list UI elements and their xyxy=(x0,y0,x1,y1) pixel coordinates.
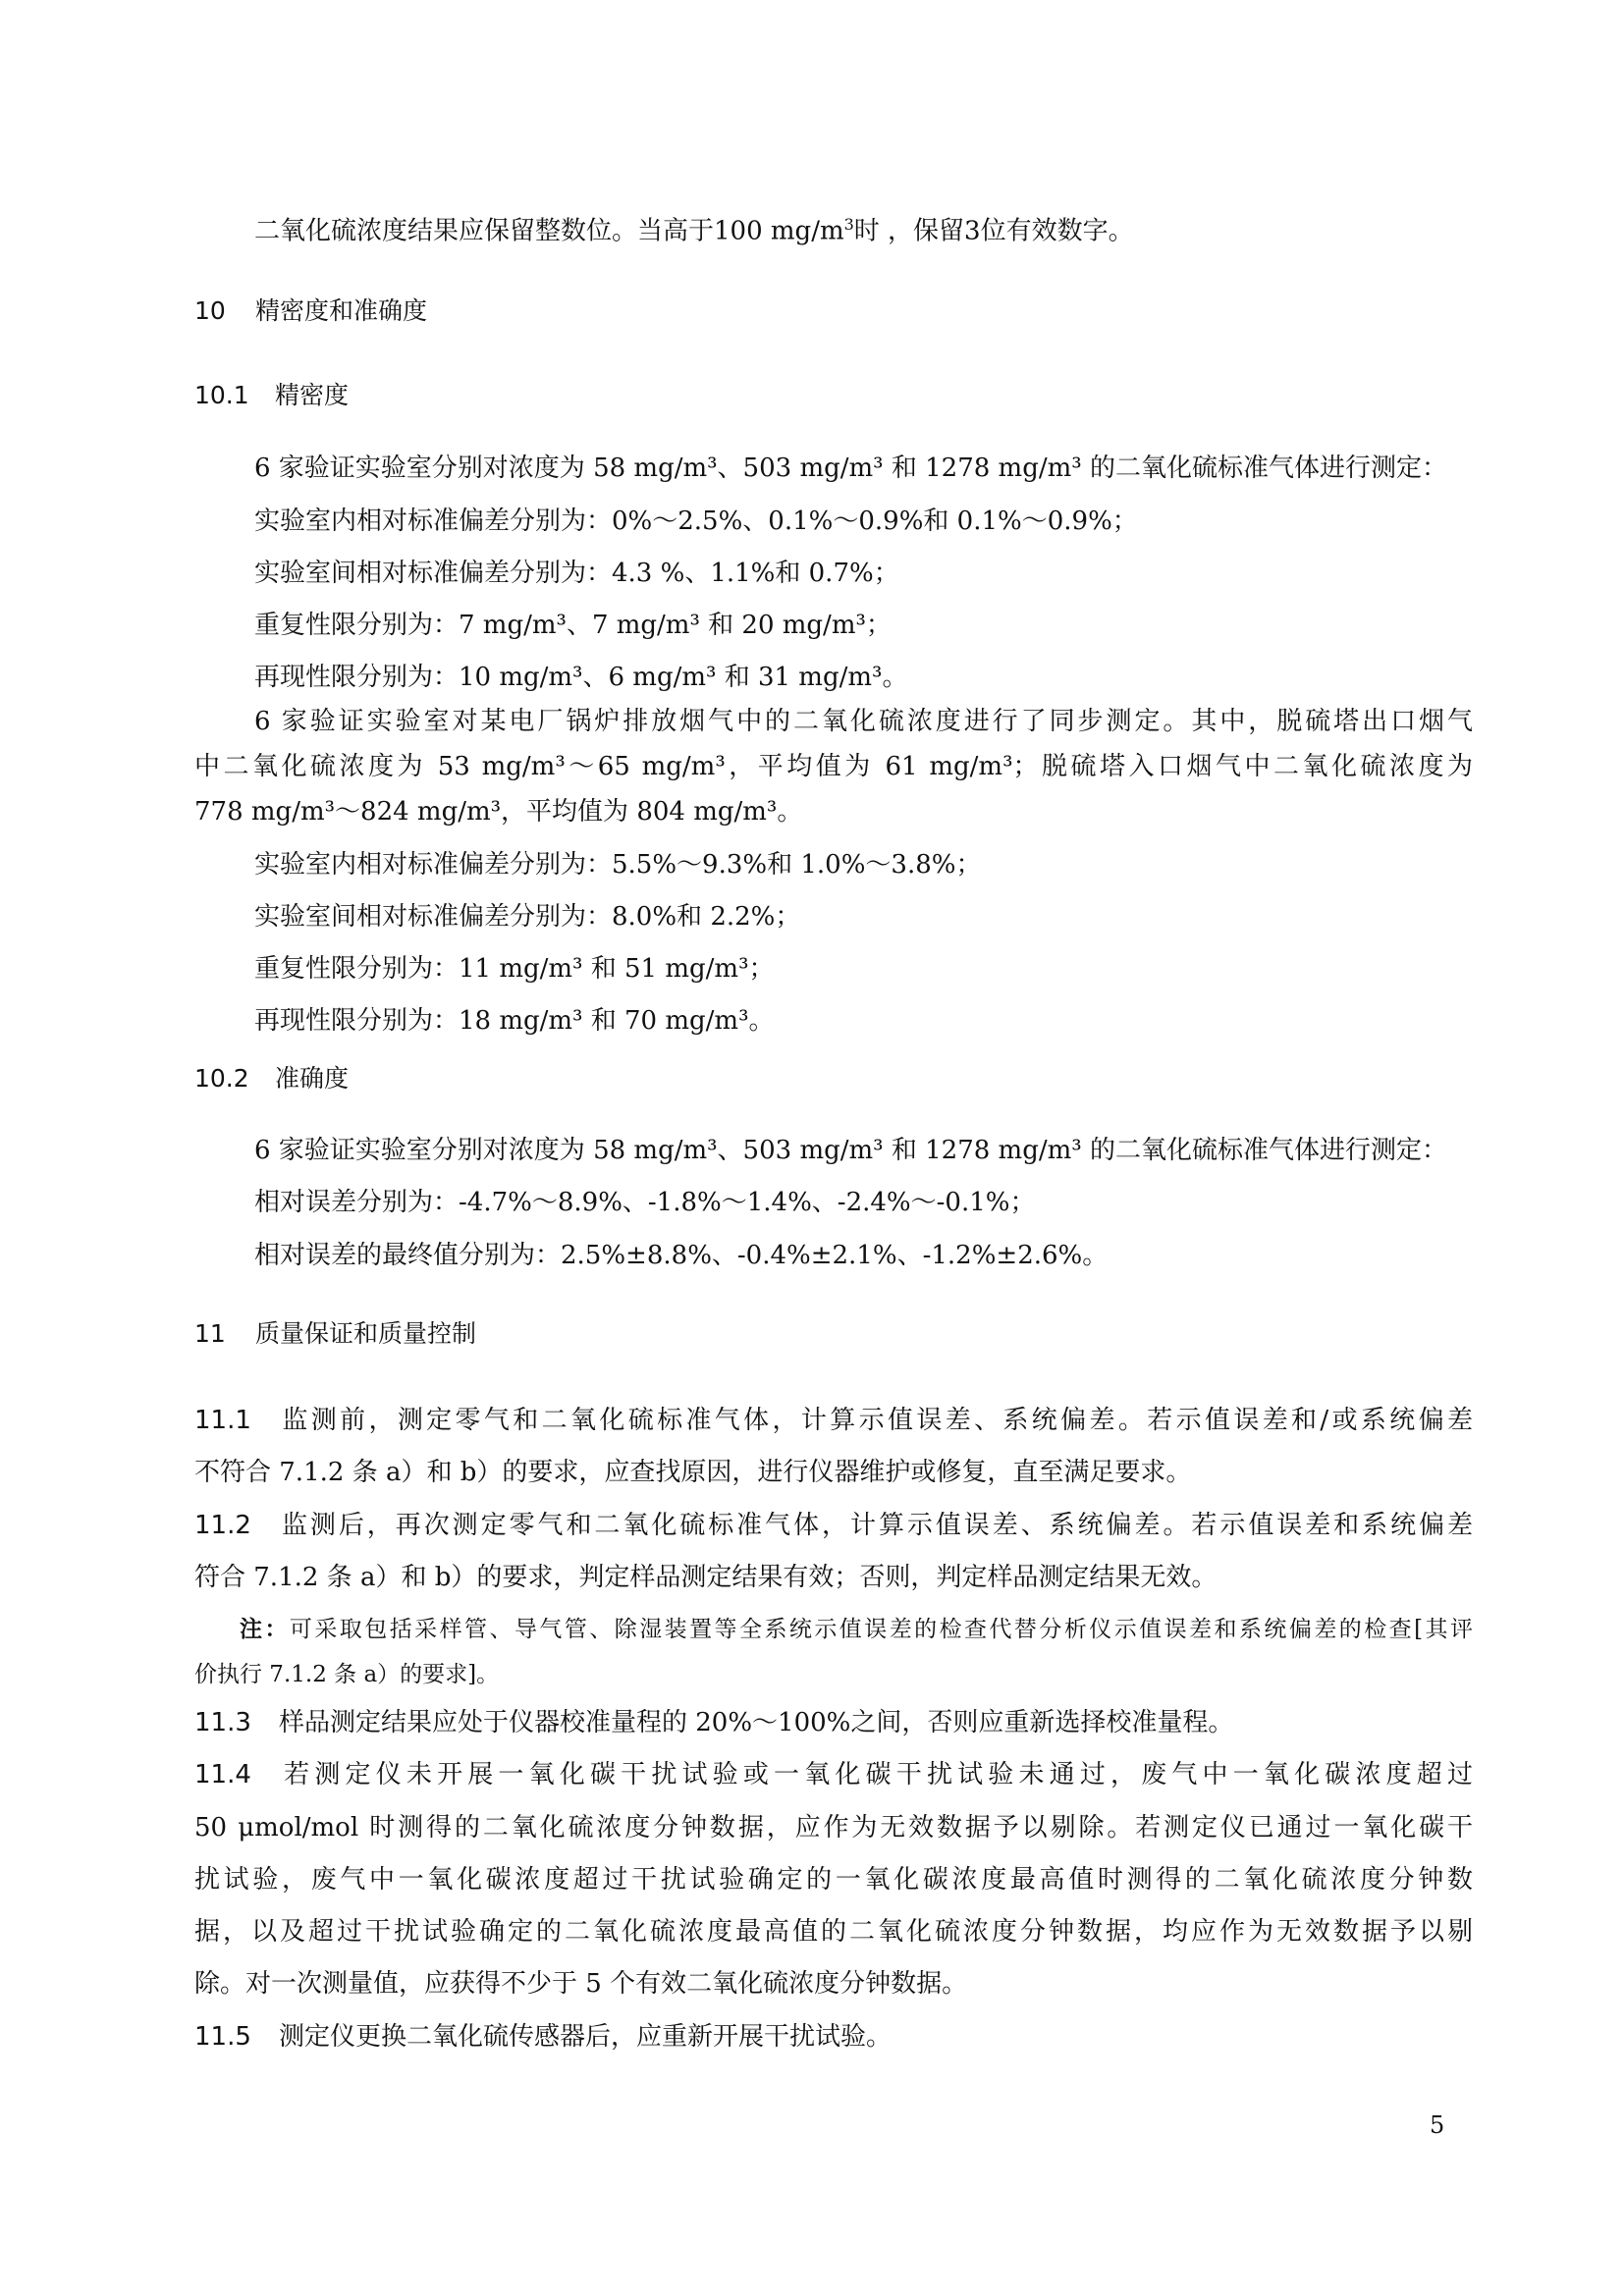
clause-11-4-continued: 50 μmol/mol 时测得的二氧化硫浓度分钟数据，应作为无效数据予以剔除。若测定仪已通过一氧化碳干 xyxy=(194,1813,1473,1842)
precision-line: 重复性限分别为：7 mg/m³、7 mg/m³ 和 20 mg/m³； xyxy=(254,611,892,640)
section-10-heading: 10 精密度和准确度 xyxy=(194,296,428,325)
clause-11-1-continued: 不符合 7.1.2 条 a）和 b）的要求，应查找原因，进行仪器维护或修复，直至满足要求。 xyxy=(194,1458,1192,1487)
note-line-continued: 价执行 7.1.2 条 a）的要求]。 xyxy=(194,1662,500,1687)
field-precision-line: 实验室内相对标准偏差分别为：5.5%～9.3%和 1.0%～3.8%； xyxy=(254,850,982,880)
accuracy-line: 相对误差的最终值分别为：2.5%±8.8%、-0.4%±2.1%、-1.2%±2.6%。 xyxy=(254,1241,1109,1270)
field-precision-line: 实验室间相对标准偏差分别为：8.0%和 2.2%； xyxy=(254,902,801,932)
clause-11-4-continued: 除。对一次测量值，应获得不少于 5 个有效二氧化硫浓度分钟数据。 xyxy=(194,1969,968,1999)
precision-line: 再现性限分别为：10 mg/m³、6 mg/m³ 和 31 mg/m³。 xyxy=(254,663,908,692)
clause-11-4: 11.4 若测定仪未开展一氧化碳干扰试验或一氧化碳干扰试验未通过，废气中一氧化碳浓度超过 xyxy=(194,1760,1473,1789)
field-test-line: 778 mg/m³～824 mg/m³，平均值为 804 mg/m³。 xyxy=(194,797,803,827)
field-test-line: 6 家验证实验室对某电厂锅炉排放烟气中的二氧化硫浓度进行了同步测定。其中，脱硫塔出口烟气 xyxy=(254,707,1473,736)
section-11-heading: 11 质量保证和质量控制 xyxy=(194,1319,477,1348)
field-precision-line: 重复性限分别为：11 mg/m³ 和 51 mg/m³； xyxy=(254,954,775,984)
section-10-2-heading: 10.2 准确度 xyxy=(194,1064,350,1093)
clause-11-5: 11.5 测定仪更换二氧化硫传感器后，应重新开展干扰试验。 xyxy=(194,2022,893,2052)
precision-line: 实验室间相对标准偏差分别为：4.3 %、1.1%和 0.7%； xyxy=(254,559,899,588)
clause-11-4-continued: 据，以及超过干扰试验确定的二氧化硫浓度最高值的二氧化硫浓度分钟数据，均应作为无效数据予以剔 xyxy=(194,1917,1473,1947)
accuracy-line: 相对误差分别为：-4.7%～8.9%、-1.8%～1.4%、-2.4%～-0.1%； xyxy=(254,1188,1036,1217)
precision-line: 6 家验证实验室分别对浓度为 58 mg/m³、503 mg/m³ 和 1278 mg/m³ 的二氧化硫标准气体进行测定： xyxy=(254,454,1447,483)
page-number: 5 xyxy=(1430,2111,1445,2139)
clause-11-3: 11.3 样品测定结果应处于仪器校准量程的 20%～100%之间，否则应重新选择校准量程。 xyxy=(194,1708,1234,1737)
precision-line: 实验室内相对标准偏差分别为：0%～2.5%、0.1%～0.9%和 0.1%～0.9%； xyxy=(254,507,1138,536)
section-10-1-heading: 10.1 精密度 xyxy=(194,381,350,409)
clause-11-1: 11.1 监测前，测定零气和二氧化硫标准气体，计算示值误差、系统偏差。若示值误差和/或系统偏差 xyxy=(194,1406,1473,1435)
clause-11-2-continued: 符合 7.1.2 条 a）和 b）的要求，判定样品测定结果有效；否则，判定样品测定结果无效。 xyxy=(194,1563,1218,1592)
accuracy-line: 6 家验证实验室分别对浓度为 58 mg/m³、503 mg/m³ 和 1278 mg/m³ 的二氧化硫标准气体进行测定： xyxy=(254,1136,1447,1165)
intro-paragraph: 二氧化硫浓度结果应保留整数位。当高于100 $mg/m^3$时 ，保留3位有效数字。 xyxy=(254,215,1134,246)
clause-11-2: 11.2 监测后，再次测定零气和二氧化硫标准气体，计算示值误差、系统偏差。若示值误差和系统偏差 xyxy=(194,1511,1473,1540)
field-test-line: 中二氧化硫浓度为 53 mg/m³～65 mg/m³，平均值为 61 mg/m³；脱硫塔入口烟气中二氧化硫浓度为 xyxy=(194,752,1473,781)
field-precision-line: 再现性限分别为：18 mg/m³ 和 70 mg/m³。 xyxy=(254,1006,775,1036)
note-line: 注：可采取包括采样管、导气管、除湿装置等全系统示值误差的检查代替分析仪示值误差和系统偏差的检查[其评 xyxy=(240,1617,1473,1642)
clause-11-4-continued: 扰试验，废气中一氧化碳浓度超过干扰试验确定的一氧化碳浓度最高值时测得的二氧化硫浓度分钟数 xyxy=(194,1865,1473,1895)
